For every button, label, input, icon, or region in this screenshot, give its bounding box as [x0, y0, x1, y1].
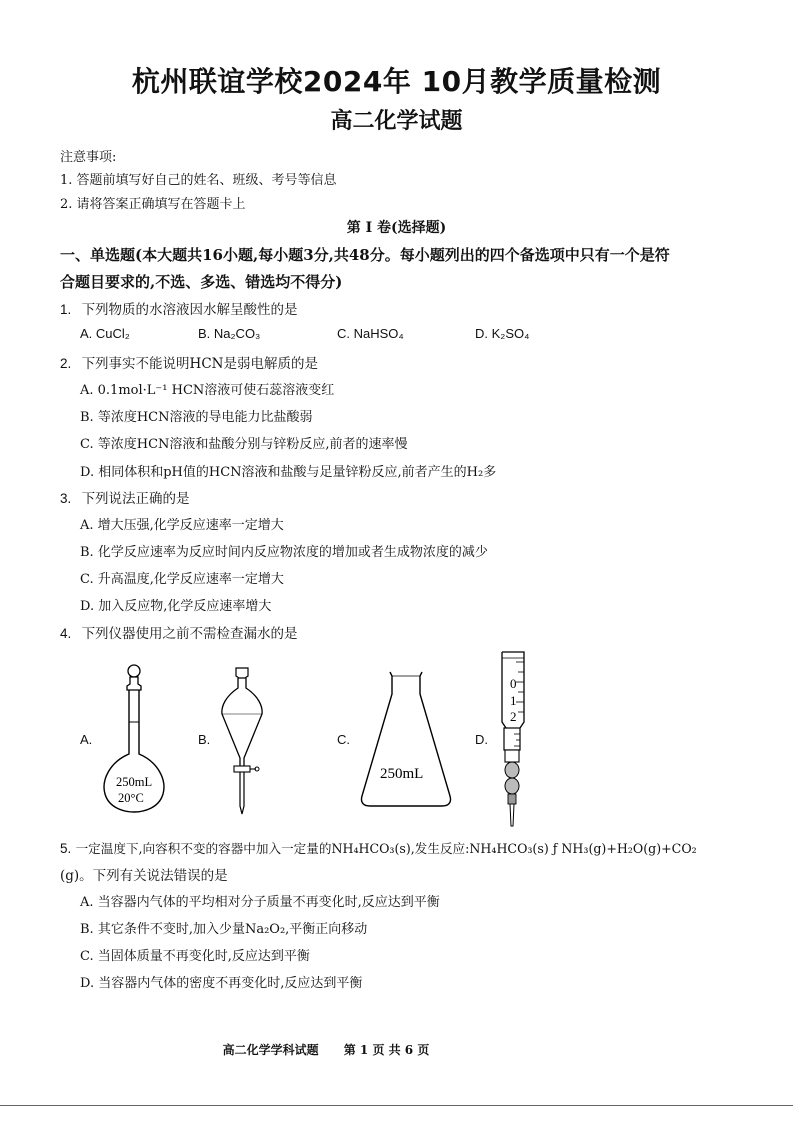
q1-option-c: C. NaHSO₄: [337, 326, 404, 341]
q2-option-b: B. 等浓度HCN溶液的导电能力比盐酸弱: [80, 410, 313, 425]
volumetric-flask-figure: [96, 662, 176, 814]
section-heading-line1: 一、单选题(本大题共16小题,每小题3分,共48分。每小题列出的四个备选项中只有一个是符: [60, 246, 670, 264]
question-stem-line1: 一定温度下,向容积不变的容器中加入一定量的NH₄HCO₃(s),发生反应:NH₄HCO₃(s) ƒ NH₃(g)+H₂O(g)+CO₂: [75, 841, 697, 856]
q5-option-c: C. 当固体质量不再变化时,反应达到平衡: [80, 949, 310, 964]
q2-option-c: C. 等浓度HCN溶液和盐酸分别与锌粉反应,前者的速率慢: [80, 437, 408, 452]
q2-option-a: A. 0.1mol·L⁻¹ HCN溶液可使石蕊溶液变红: [80, 383, 335, 398]
question-5: [60, 838, 697, 857]
q3-option-c: C. 升高温度,化学反应速率一定增大: [80, 572, 284, 587]
question-3: [60, 487, 190, 507]
burette-mark-2: 2: [510, 709, 517, 724]
notes-heading: 注意事项:: [60, 150, 117, 165]
question-stem: 下列仪器使用之前不需检查漏水的是: [81, 626, 298, 642]
question-5-stem-line2: (g)。下列有关说法错误的是: [60, 868, 228, 884]
burette-figure: [496, 650, 536, 830]
page-bottom-border: [0, 1105, 793, 1106]
flask-volume-label: 250mL: [116, 775, 153, 789]
question-number: 4.: [60, 626, 72, 641]
q4-option-d: D.: [475, 732, 488, 747]
q5-option-a: A. 当容器内气体的平均相对分子质量不再变化时,反应达到平衡: [80, 895, 440, 910]
q4-option-b: B.: [198, 732, 211, 747]
note-item-1: 1. 答题前填写好自己的姓名、班级、考号等信息: [60, 173, 337, 188]
q1-option-a: A. CuCl₂: [80, 326, 130, 341]
part-title: 第 I 卷(选择题): [346, 220, 447, 236]
note-item-2: 2. 请将答案正确填写在答题卡上: [60, 197, 246, 212]
q3-option-a: A. 增大压强,化学反应速率一定增大: [80, 518, 284, 533]
question-1: [60, 298, 298, 318]
exam-title: 杭州联谊学校2024年 10月教学质量检测: [131, 65, 662, 98]
question-number: 5.: [60, 841, 72, 856]
q4-option-c: C.: [337, 732, 350, 747]
question-stem: 下列事实不能说明HCN是弱电解质的是: [81, 356, 318, 372]
q2-option-d: D. 相同体积和pH值的HCN溶液和盐酸与足量锌粉反应,前者产生的H₂多: [80, 465, 497, 480]
burette-mark-0: 0: [510, 676, 517, 691]
question-stem: 下列物质的水溶液因水解呈酸性的是: [81, 302, 298, 318]
q1-option-d: D. K₂SO₄: [475, 326, 530, 341]
erlenmeyer-volume-label: 250mL: [380, 766, 424, 782]
q3-option-b: B. 化学反应速率为反应时间内反应物浓度的增加或者生成物浓度的减少: [80, 545, 488, 560]
q5-option-d: D. 当容器内气体的密度不再变化时,反应达到平衡: [80, 976, 363, 991]
question-number: 1.: [60, 302, 72, 317]
q4-option-a: A.: [80, 732, 93, 747]
question-number: 3.: [60, 491, 72, 506]
question-4: [60, 622, 298, 642]
section-heading-line2: 合题目要求的,不选、多选、错选均不得分): [60, 273, 343, 291]
q3-option-d: D. 加入反应物,化学反应速率增大: [80, 599, 272, 614]
exam-subtitle: 高二化学试题: [330, 108, 463, 134]
question-2: [60, 352, 318, 372]
question-stem: 下列说法正确的是: [81, 491, 190, 507]
separatory-funnel-figure: [218, 666, 268, 816]
flask-temperature-label: 20°C: [118, 791, 144, 805]
burette-mark-1: 1: [510, 693, 517, 708]
question-number: 2.: [60, 356, 72, 371]
page-footer: 高二化学学科试题 第 1 页 共 6 页: [222, 1043, 430, 1057]
erlenmeyer-flask-figure: [356, 670, 456, 810]
q1-option-b: B. Na₂CO₃: [198, 326, 261, 341]
q5-option-b: B. 其它条件不变时,加入少量Na₂O₂,平衡正向移动: [80, 922, 368, 937]
